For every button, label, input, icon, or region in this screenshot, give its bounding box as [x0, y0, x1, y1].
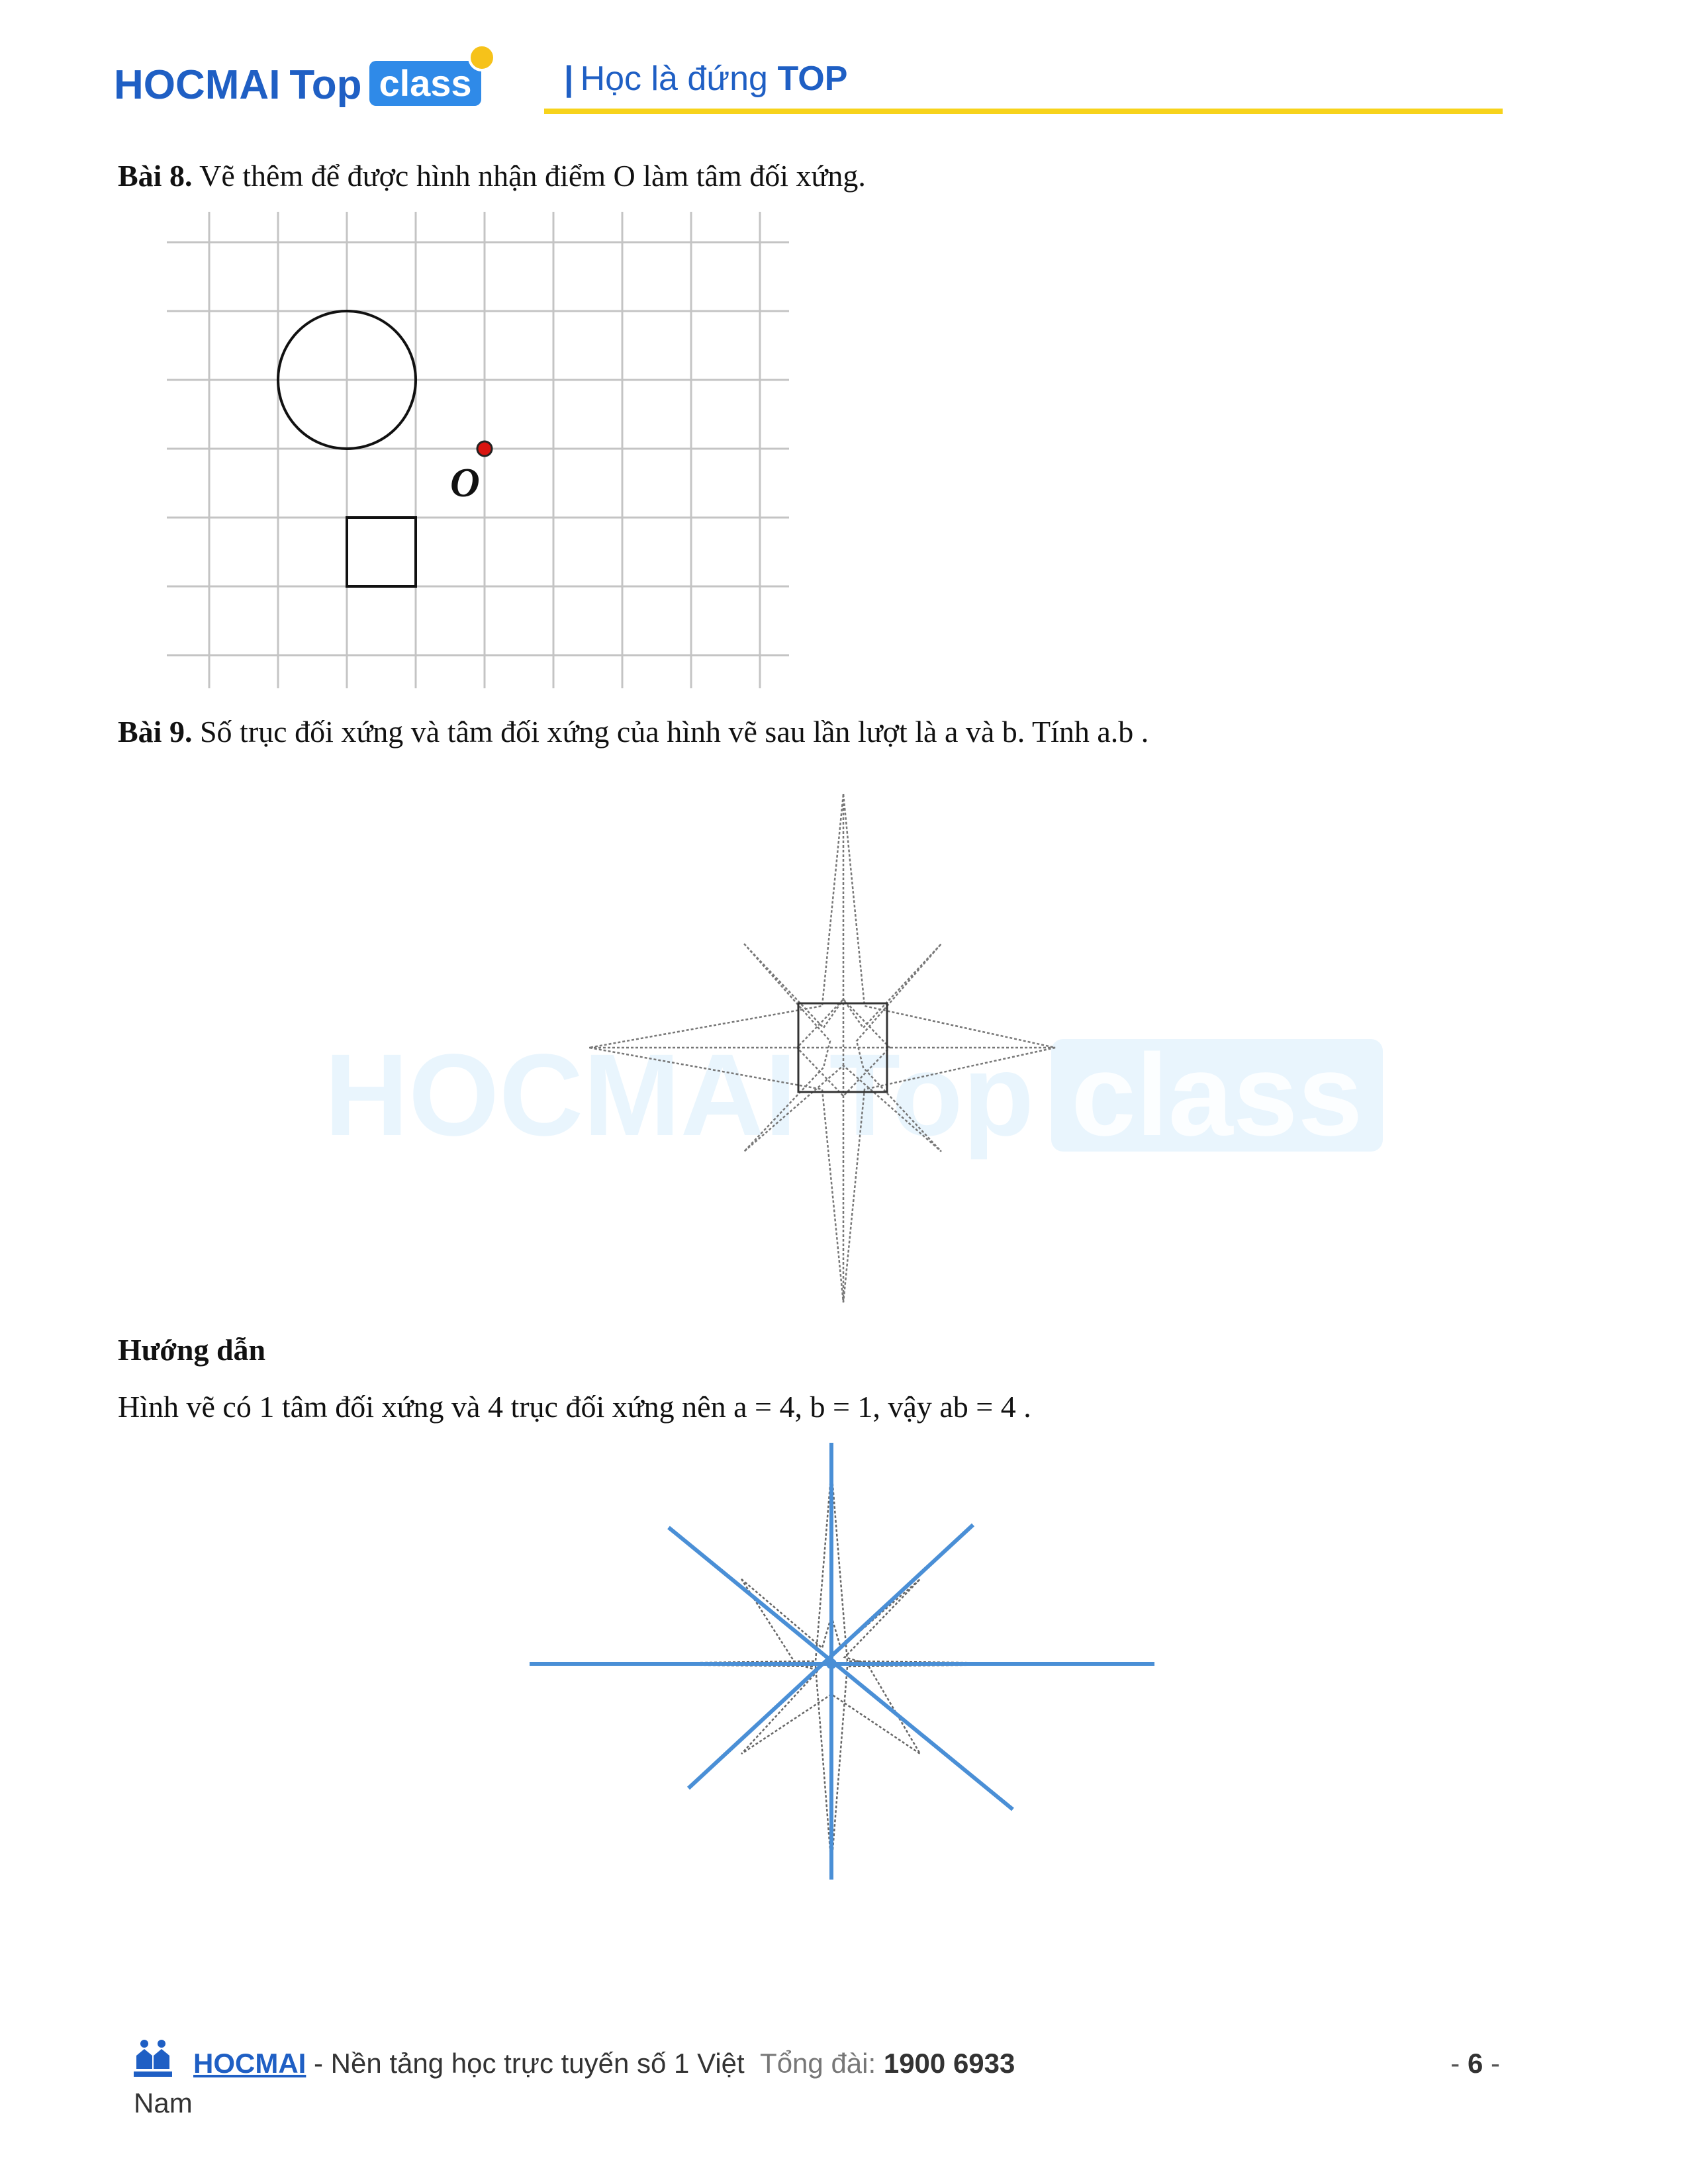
hocmai-topclass-logo [114, 56, 481, 115]
sun-icon [468, 44, 496, 71]
exercise-9-end: . [1141, 715, 1149, 749]
footer-tagline: - Nền tảng học trực tuyến số 1 Việt [314, 2048, 745, 2079]
guide-title: Hướng dẫn [118, 1333, 266, 1367]
footer-hotline: 1900 6933 [883, 2048, 1015, 2079]
product-ab: a.b [1097, 715, 1134, 749]
symmetry-axes-figure [523, 1443, 1172, 1893]
footer-tagline-cont: Nam [134, 2087, 193, 2118]
var-a: a [944, 715, 959, 749]
brand-top: Top [289, 62, 362, 108]
footer [130, 2036, 1507, 2122]
header-underline [544, 109, 1503, 114]
watermark-text: HOCMAI Top [324, 1030, 1035, 1160]
footer-hocmai-link[interactable]: HOCMAI [193, 2048, 306, 2079]
exercise-8-label: Bài 8. [118, 159, 193, 193]
slogan-divider: | [564, 60, 574, 98]
guide-mid: , vậy [872, 1390, 932, 1424]
exercise-9-text: Số trục đối xứng và tâm đối xứng của hình vẽ sau lần lượt là [199, 715, 937, 749]
guide-equation-2: ab = 4 [939, 1390, 1016, 1424]
slogan-top: TOP [777, 60, 848, 98]
symmetry-axes [530, 1443, 1154, 1880]
page-suffix: - [1491, 2048, 1500, 2079]
axis-diagonal-1 [669, 1527, 1013, 1809]
page-value: 6 [1467, 2048, 1483, 2079]
square-shape [347, 518, 416, 586]
hocmai-small-logo-icon [130, 2036, 176, 2082]
footer-line [193, 2045, 1015, 2082]
guide-text: Hình vẽ có 1 tâm đối xứng và 4 trục đối xứng nên [118, 1390, 726, 1424]
guide-equation-1: a = 4, b = 1 [733, 1390, 873, 1424]
footer-hotline-label: Tổng đài: [760, 2048, 876, 2079]
exercise-9-label: Bài 9. [118, 715, 193, 749]
guide-statement [118, 1387, 1031, 1427]
word-and: và [965, 715, 995, 749]
symmetry-center [826, 1659, 837, 1669]
exercise-9-suffix: . Tính [1017, 715, 1090, 749]
exercise-9-statement [118, 712, 1149, 752]
exercise-8-text: Vẽ thêm để được hình nhận điểm O làm tâm đối xứng. [199, 159, 866, 193]
brand-class-badge [369, 61, 481, 106]
header-slogan [564, 56, 847, 102]
exercise-8-statement [118, 156, 866, 196]
point-o-label: O [450, 461, 480, 506]
var-b: b [1002, 715, 1017, 749]
exercise-8-grid-figure [159, 205, 794, 695]
star-lines [589, 794, 1055, 1302]
slogan-text: Học là đứng [580, 60, 768, 98]
exercise-9-star-figure [583, 788, 1112, 1317]
brand-hocmai: HOCMAI [114, 62, 281, 108]
page-number [1450, 2045, 1500, 2082]
guide-end: . [1023, 1390, 1031, 1424]
brand-class: class [379, 62, 472, 104]
center-point-o [477, 441, 492, 456]
watermark-class: class [1051, 1039, 1382, 1152]
page-prefix: - [1450, 2048, 1460, 2079]
